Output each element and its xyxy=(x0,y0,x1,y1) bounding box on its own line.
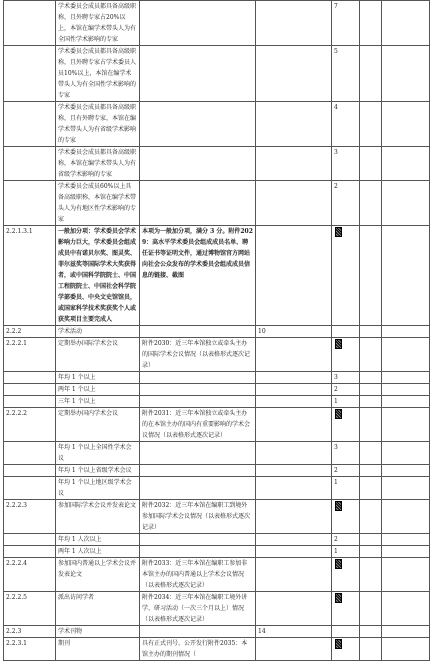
notes-cell xyxy=(382,465,430,477)
empty-cell xyxy=(360,592,382,626)
mark-cell xyxy=(332,500,360,534)
notes-cell xyxy=(382,372,430,384)
filled-box-icon xyxy=(335,227,342,237)
mark-cell xyxy=(332,534,360,546)
item-description-cell: 学术委员会成员都具备高级职称，且外聘专家占学术委员人员10%以上，本馆在编学术带头人为有全国性学术影响的专家 xyxy=(56,46,140,102)
mark-value: 2 xyxy=(334,183,338,190)
criteria-cell xyxy=(140,147,256,181)
score-cell xyxy=(256,500,332,534)
criteria-cell xyxy=(140,534,256,546)
item-description-cell: 年均 1 个以上 xyxy=(56,372,140,384)
empty-cell xyxy=(360,1,382,46)
table-row xyxy=(4,626,430,638)
notes-cell xyxy=(382,500,430,534)
mark-cell xyxy=(332,372,360,384)
notes-cell xyxy=(382,102,430,147)
item-code-cell xyxy=(4,181,56,226)
empty-cell xyxy=(360,102,382,147)
item-description-cell: 参加国际学术会议并发表论文 xyxy=(56,500,140,534)
item-code-cell: 2.2.2.1 xyxy=(4,338,56,372)
empty-cell xyxy=(360,326,382,338)
notes-cell xyxy=(382,638,430,661)
item-code-cell xyxy=(4,372,56,384)
score-cell: 10 xyxy=(256,326,332,338)
mark-cell xyxy=(332,338,360,372)
empty-cell xyxy=(360,534,382,546)
mark-cell xyxy=(332,384,360,396)
empty-cell xyxy=(360,46,382,102)
item-code-cell: 2.2.3.1 xyxy=(4,638,56,661)
empty-cell xyxy=(360,338,382,372)
filled-box-icon xyxy=(335,593,342,603)
empty-cell xyxy=(360,465,382,477)
mark-value: 7 xyxy=(334,3,338,10)
mark-cell xyxy=(332,1,360,46)
filled-box-icon xyxy=(335,501,342,511)
empty-cell xyxy=(360,626,382,638)
item-code-cell: 2.2.2.5 xyxy=(4,592,56,626)
empty-cell xyxy=(360,226,382,326)
notes-cell xyxy=(382,384,430,396)
mark-cell xyxy=(332,181,360,226)
score-cell xyxy=(256,592,332,626)
table-row xyxy=(4,500,430,534)
table-row xyxy=(4,534,430,546)
score-cell xyxy=(256,372,332,384)
filled-box-icon xyxy=(335,409,342,419)
mark-cell xyxy=(332,147,360,181)
table-row xyxy=(4,638,430,661)
item-code-cell xyxy=(4,465,56,477)
score-cell xyxy=(256,181,332,226)
filled-box-icon xyxy=(335,559,342,569)
mark-value: 1 xyxy=(334,548,338,555)
empty-cell xyxy=(360,500,382,534)
table-row xyxy=(4,442,430,465)
table-row xyxy=(4,558,430,592)
score-cell xyxy=(256,477,332,500)
item-description-cell: 一般加分项：学术委员会学术影响力巨大，学术委员会组成成员中有诺贝尔奖、图灵奖、菲尔兹奖等国际学术大奖获得者，或中国科学院院士、中国工程院院士、中国社会科学院学部委员、中央文史馆馆员，或国家科学技术奖获奖个人或获奖项目主要完成人 xyxy=(56,226,140,326)
mark-value: 2 xyxy=(334,467,338,474)
item-description-cell: 年均 1 个以上省级学术会议 xyxy=(56,465,140,477)
item-description-cell: 派出访问学者 xyxy=(56,592,140,626)
mark-value: 3 xyxy=(334,374,338,381)
notes-cell xyxy=(382,442,430,465)
empty-cell xyxy=(360,477,382,500)
table-row xyxy=(4,46,430,102)
criteria-cell: 附件2032：近三年本馆在编职工到境外参加国际学术会议情况（以表格形式逐次记录） xyxy=(140,500,256,534)
notes-cell xyxy=(382,546,430,558)
notes-cell xyxy=(382,477,430,500)
item-description-cell: 年均 1 人次以上 xyxy=(56,534,140,546)
score-cell xyxy=(256,46,332,102)
mark-cell xyxy=(332,396,360,408)
table-row xyxy=(4,181,430,226)
criteria-cell: 附件2030：近三年本馆独立或牵头主办的国际学术会议情况（以表格形式逐次记录） xyxy=(140,338,256,372)
empty-cell xyxy=(360,442,382,465)
item-code-cell xyxy=(4,46,56,102)
table-row xyxy=(4,408,430,442)
item-description-cell: 三年 1 个以上 xyxy=(56,396,140,408)
criteria-cell xyxy=(140,396,256,408)
score-cell xyxy=(256,534,332,546)
empty-cell xyxy=(360,384,382,396)
criteria-cell xyxy=(140,546,256,558)
criteria-cell xyxy=(140,326,256,338)
table-body xyxy=(4,1,430,661)
table-row xyxy=(4,372,430,384)
item-description-cell: 学术委员会成员都具备高级职称，且有外聘专家，本馆在编学术带头人为有省级学术影响的专家 xyxy=(56,102,140,147)
criteria-cell: 附件2031：近三年本馆独立或牵头主办的在本馆主办的国内有重要影响的学术会议情况（以表格形式逐次记录） xyxy=(140,408,256,442)
empty-cell xyxy=(360,546,382,558)
item-code-cell xyxy=(4,442,56,465)
score-cell xyxy=(256,1,332,46)
notes-cell xyxy=(382,326,430,338)
mark-value: 2 xyxy=(334,386,338,393)
mark-cell xyxy=(332,326,360,338)
mark-cell xyxy=(332,46,360,102)
item-code-cell: 2.2.2 xyxy=(4,326,56,338)
notes-cell xyxy=(382,147,430,181)
item-code-cell: 2.2.2.4 xyxy=(4,558,56,592)
item-description-cell: 学术活动 xyxy=(56,326,140,338)
notes-cell xyxy=(382,396,430,408)
empty-cell xyxy=(360,396,382,408)
item-code-cell: 2.2.2.3 xyxy=(4,500,56,534)
criteria-cell: 附件2033：近三年本馆在编职工参加非本馆主办的国内普通以上学术会议情况（以表格形式逐次记录） xyxy=(140,558,256,592)
criteria-cell xyxy=(140,626,256,638)
mark-value: 3 xyxy=(334,444,338,451)
mark-cell xyxy=(332,626,360,638)
notes-cell xyxy=(382,46,430,102)
score-cell xyxy=(256,396,332,408)
empty-cell xyxy=(360,558,382,592)
item-code-cell: 2.2.3 xyxy=(4,626,56,638)
score-cell xyxy=(256,338,332,372)
evaluation-table xyxy=(3,0,430,661)
criteria-cell xyxy=(140,1,256,46)
item-code-cell xyxy=(4,1,56,46)
mark-value: 1 xyxy=(334,479,338,486)
item-description-cell: 参加国内普通以上学术会议并发表论文 xyxy=(56,558,140,592)
table-row xyxy=(4,326,430,338)
empty-cell xyxy=(360,147,382,181)
mark-cell xyxy=(332,592,360,626)
item-code-cell xyxy=(4,147,56,181)
item-description-cell: 学术委员会成员都具备高级职称，本馆在编学术带头人为有省级学术影响的专家 xyxy=(56,147,140,181)
criteria-cell xyxy=(140,372,256,384)
mark-cell xyxy=(332,546,360,558)
item-description-cell: 学术刊物 xyxy=(56,626,140,638)
mark-cell xyxy=(332,465,360,477)
table-row xyxy=(4,147,430,181)
item-code-cell xyxy=(4,477,56,500)
item-description-cell: 年均 1 个以上全国性学术会议 xyxy=(56,442,140,465)
score-cell xyxy=(256,465,332,477)
item-description-cell: 学术委员会成员60%以上具备高级职称，本馆在编学术带头人为有地区性学术影响的专家 xyxy=(56,181,140,226)
empty-cell xyxy=(360,372,382,384)
table-row xyxy=(4,384,430,396)
notes-cell xyxy=(382,338,430,372)
item-code-cell xyxy=(4,102,56,147)
item-description-cell: 两年 1 人次以上 xyxy=(56,546,140,558)
item-description-cell: 学术委员会成员都具备高级职称，且外聘专家占20%以上，本馆在编学术带头人为有全国性学术影响的专家 xyxy=(56,1,140,46)
mark-value: 1 xyxy=(334,398,338,405)
item-description-cell: 期刊 xyxy=(56,638,140,661)
criteria-cell: 具有正式刊号、公开发行附件2035：本馆主办的期刊情况（ xyxy=(140,638,256,661)
mark-value: 4 xyxy=(334,104,338,111)
criteria-cell: 附件2034：近三年本馆在编职工境外讲学、研习活动（一次三个月以上）情况（以表格形式逐次记录） xyxy=(140,592,256,626)
score-cell xyxy=(256,408,332,442)
notes-cell xyxy=(382,226,430,326)
table-row xyxy=(4,546,430,558)
item-description-cell: 定期举办国内学术会议 xyxy=(56,408,140,442)
mark-cell xyxy=(332,558,360,592)
mark-cell xyxy=(332,477,360,500)
mark-value: 2 xyxy=(334,536,338,543)
criteria-cell xyxy=(140,384,256,396)
item-description-cell: 定期举办国际学术会议 xyxy=(56,338,140,372)
table-row xyxy=(4,592,430,626)
score-cell xyxy=(256,384,332,396)
item-description-cell: 年均 1 个以上地区级学术会议 xyxy=(56,477,140,500)
empty-cell xyxy=(360,181,382,226)
table-row xyxy=(4,465,430,477)
score-cell: 14 xyxy=(256,626,332,638)
table-row xyxy=(4,1,430,46)
mark-cell xyxy=(332,102,360,147)
criteria-cell xyxy=(140,102,256,147)
score-cell xyxy=(256,226,332,326)
table-row xyxy=(4,477,430,500)
criteria-cell: 本项为一般加分项，满分 3 分。附件2029：高水平学术委员会组成成员名单、聘任证书等证明文件，通过博物馆官方网站向社会公众发布的学术委员会组成成员信息的链接、截图 xyxy=(140,226,256,326)
notes-cell xyxy=(382,558,430,592)
score-cell xyxy=(256,638,332,661)
filled-box-icon xyxy=(335,639,342,649)
item-code-cell xyxy=(4,396,56,408)
mark-cell xyxy=(332,638,360,661)
table-row xyxy=(4,102,430,147)
notes-cell xyxy=(382,592,430,626)
table-row xyxy=(4,396,430,408)
table-row xyxy=(4,338,430,372)
score-cell xyxy=(256,102,332,147)
item-description-cell: 两年 1 个以上 xyxy=(56,384,140,396)
item-code-cell xyxy=(4,546,56,558)
notes-cell xyxy=(382,534,430,546)
item-code-cell xyxy=(4,384,56,396)
item-code-cell: 2.2.2.2 xyxy=(4,408,56,442)
notes-cell xyxy=(382,181,430,226)
mark-value: 3 xyxy=(334,149,338,156)
criteria-cell xyxy=(140,477,256,500)
criteria-cell xyxy=(140,46,256,102)
criteria-cell xyxy=(140,181,256,226)
notes-cell xyxy=(382,626,430,638)
notes-cell xyxy=(382,408,430,442)
score-cell xyxy=(256,147,332,181)
filled-box-icon xyxy=(335,339,342,349)
mark-value: 5 xyxy=(334,48,338,55)
notes-cell xyxy=(382,1,430,46)
score-cell xyxy=(256,558,332,592)
mark-cell xyxy=(332,442,360,465)
empty-cell xyxy=(360,408,382,442)
score-cell xyxy=(256,442,332,465)
criteria-cell xyxy=(140,465,256,477)
table-row xyxy=(4,226,430,326)
item-code-cell: 2.2.1.3.1 xyxy=(4,226,56,326)
mark-cell xyxy=(332,408,360,442)
score-cell xyxy=(256,546,332,558)
mark-cell xyxy=(332,226,360,326)
empty-cell xyxy=(360,638,382,661)
item-code-cell xyxy=(4,534,56,546)
criteria-cell xyxy=(140,442,256,465)
